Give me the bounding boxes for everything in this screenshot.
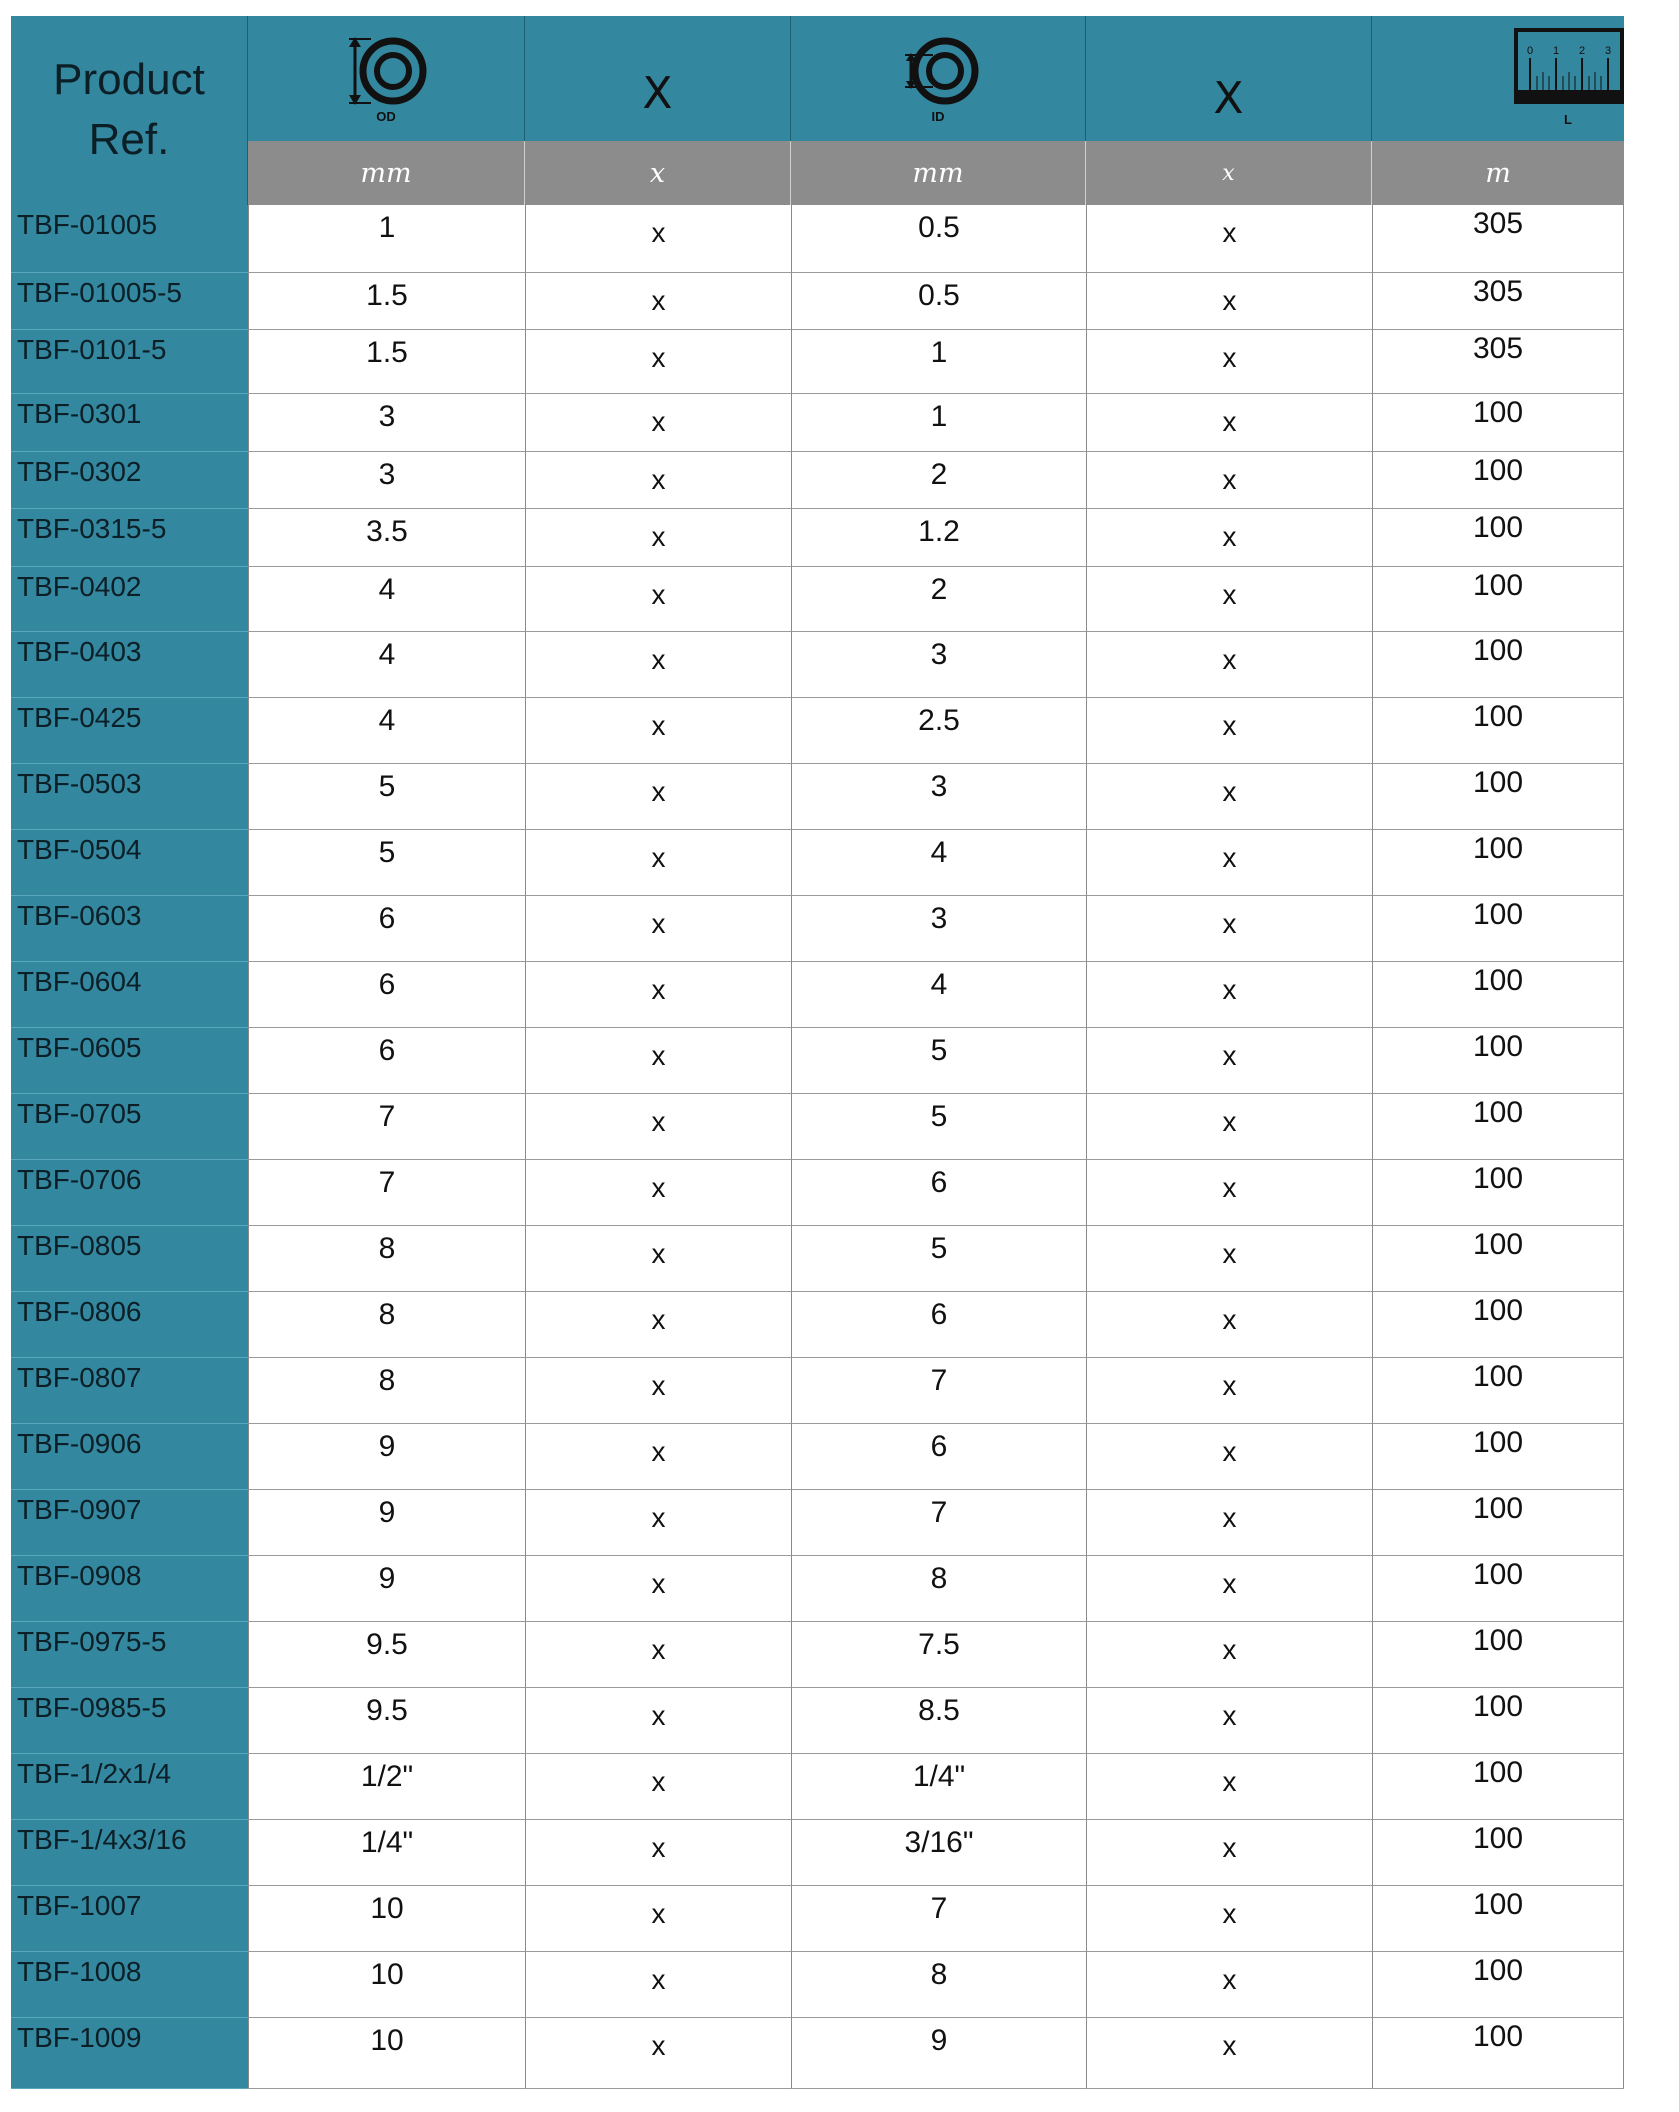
length-cell: 100	[1372, 830, 1624, 896]
od-cell: 8	[248, 1226, 525, 1292]
length-cell: 100	[1372, 1028, 1624, 1094]
times-symbol-2: X	[1213, 73, 1244, 124]
ruler-tick-1: 1	[1552, 45, 1560, 57]
times-symbol-1: X	[642, 68, 673, 119]
product-ref-cell: TBF-0907	[11, 1490, 248, 1556]
x1-cell: x	[525, 632, 791, 698]
od-cell: 4	[248, 567, 525, 632]
id-cell: 7.5	[791, 1622, 1086, 1688]
product-ref-cell: TBF-0503	[11, 764, 248, 830]
x2-cell: x	[1086, 1226, 1372, 1292]
od-cell: 9	[248, 1556, 525, 1622]
product-ref-cell: TBF-0101-5	[11, 330, 248, 394]
table-row	[11, 1556, 1624, 1622]
od-cell: 6	[248, 1028, 525, 1094]
od-cell: 10	[248, 1952, 525, 2018]
product-ref-cell: TBF-1/4x3/16	[11, 1820, 248, 1886]
x1-cell: x	[525, 330, 791, 394]
product-ref-header-line1: Product	[53, 55, 205, 104]
product-ref-cell: TBF-0806	[11, 1292, 248, 1358]
table-row	[11, 1688, 1624, 1754]
x1-cell: x	[525, 567, 791, 632]
times-unit-2: x	[1086, 141, 1372, 205]
id-cell: 0.5	[791, 273, 1086, 330]
od-cell: 1	[248, 205, 525, 273]
length-cell: 100	[1372, 764, 1624, 830]
table-row	[11, 1886, 1624, 1952]
product-ref-cell: TBF-0908	[11, 1556, 248, 1622]
x1-cell: x	[525, 1622, 791, 1688]
length-cell: 100	[1372, 1688, 1624, 1754]
id-cell: 5	[791, 1094, 1086, 1160]
x2-cell: x	[1086, 1424, 1372, 1490]
od-cell: 8	[248, 1358, 525, 1424]
product-ref-cell: TBF-0906	[11, 1424, 248, 1490]
od-cell: 8	[248, 1292, 525, 1358]
od-cell: 9.5	[248, 1688, 525, 1754]
od-cell: 1.5	[248, 273, 525, 330]
od-unit: mm	[248, 141, 525, 205]
x1-cell: x	[525, 896, 791, 962]
x1-cell: x	[525, 1556, 791, 1622]
x2-cell: x	[1086, 1820, 1372, 1886]
x1-cell: x	[525, 1292, 791, 1358]
times-header-1	[525, 16, 791, 141]
length-cell: 100	[1372, 452, 1624, 509]
od-cell: 5	[248, 830, 525, 896]
id-cell: 2.5	[791, 698, 1086, 764]
x2-cell: x	[1086, 1292, 1372, 1358]
length-unit: m	[1372, 141, 1624, 205]
x2-cell: x	[1086, 509, 1372, 567]
product-ref-cell: TBF-0425	[11, 698, 248, 764]
id-cell: 2	[791, 567, 1086, 632]
x2-cell: x	[1086, 330, 1372, 394]
product-ref-cell: TBF-0705	[11, 1094, 248, 1160]
length-cell: 100	[1372, 567, 1624, 632]
length-caption: L	[1564, 112, 1572, 127]
x1-cell: x	[525, 2018, 791, 2089]
product-ref-cell: TBF-0301	[11, 394, 248, 452]
length-cell: 100	[1372, 1886, 1624, 1952]
product-ref-cell: TBF-01005	[11, 205, 248, 273]
od-cell: 9.5	[248, 1622, 525, 1688]
od-cell: 7	[248, 1094, 525, 1160]
id-cell: 1	[791, 394, 1086, 452]
length-cell: 100	[1372, 1622, 1624, 1688]
id-cell: 5	[791, 1226, 1086, 1292]
table-row	[11, 394, 1624, 452]
od-cell: 4	[248, 632, 525, 698]
id-cell: 5	[791, 1028, 1086, 1094]
length-cell: 100	[1372, 509, 1624, 567]
od-cell: 1/2"	[248, 1754, 525, 1820]
length-cell: 305	[1372, 273, 1624, 330]
id-cell: 2	[791, 452, 1086, 509]
x1-cell: x	[525, 1358, 791, 1424]
product-ref-cell: TBF-0805	[11, 1226, 248, 1292]
od-cell: 9	[248, 1424, 525, 1490]
x2-cell: x	[1086, 1688, 1372, 1754]
table-row	[11, 1622, 1624, 1688]
ruler-tick-3: 3	[1604, 45, 1612, 57]
x2-cell: x	[1086, 1886, 1372, 1952]
x1-cell: x	[525, 1952, 791, 2018]
product-ref-cell: TBF-0807	[11, 1358, 248, 1424]
table-row	[11, 1094, 1624, 1160]
od-cell: 3.5	[248, 509, 525, 567]
table-row	[11, 830, 1624, 896]
length-cell: 305	[1372, 330, 1624, 394]
table-row	[11, 764, 1624, 830]
id-cell: 3	[791, 764, 1086, 830]
id-cell: 6	[791, 1292, 1086, 1358]
length-cell: 100	[1372, 1952, 1624, 2018]
od-cell: 4	[248, 698, 525, 764]
product-ref-header-line2: Ref.	[88, 115, 170, 164]
product-ref-cell: TBF-0975-5	[11, 1622, 248, 1688]
table-row	[11, 1028, 1624, 1094]
product-ref-cell: TBF-0315-5	[11, 509, 248, 567]
x1-cell: x	[525, 394, 791, 452]
x2-cell: x	[1086, 1358, 1372, 1424]
length-cell: 100	[1372, 1160, 1624, 1226]
length-cell: 100	[1372, 1820, 1624, 1886]
length-cell: 100	[1372, 1424, 1624, 1490]
x1-cell: x	[525, 1094, 791, 1160]
table-row	[11, 2018, 1624, 2089]
x2-cell: x	[1086, 1490, 1372, 1556]
product-ref-cell: TBF-0504	[11, 830, 248, 896]
product-ref-header	[11, 16, 248, 205]
id-cell: 8	[791, 1952, 1086, 2018]
x2-cell: x	[1086, 452, 1372, 509]
x2-cell: x	[1086, 962, 1372, 1028]
table-row	[11, 1358, 1624, 1424]
od-cell: 1/4"	[248, 1820, 525, 1886]
table-row	[11, 1952, 1624, 2018]
table-row	[11, 1820, 1624, 1886]
length-cell: 100	[1372, 1292, 1624, 1358]
x1-cell: x	[525, 509, 791, 567]
id-diameter-icon	[893, 33, 983, 111]
table-row	[11, 698, 1624, 764]
table-row	[11, 1754, 1624, 1820]
x1-cell: x	[525, 1226, 791, 1292]
table-row	[11, 330, 1624, 394]
id-cell: 1	[791, 330, 1086, 394]
id-cell: 4	[791, 830, 1086, 896]
id-header	[791, 16, 1086, 141]
length-cell: 100	[1372, 1556, 1624, 1622]
length-cell: 305	[1372, 205, 1624, 273]
x2-cell: x	[1086, 394, 1372, 452]
x2-cell: x	[1086, 1028, 1372, 1094]
length-cell: 100	[1372, 896, 1624, 962]
times-unit-1: x	[525, 141, 791, 205]
length-cell: 100	[1372, 632, 1624, 698]
table-row	[11, 205, 1624, 273]
id-unit: mm	[791, 141, 1086, 205]
od-header	[248, 16, 525, 141]
x1-cell: x	[525, 698, 791, 764]
length-cell: 100	[1372, 1094, 1624, 1160]
product-ref-cell: TBF-1007	[11, 1886, 248, 1952]
x1-cell: x	[525, 205, 791, 273]
tubing-spec-table	[11, 16, 1624, 2089]
id-cell: 7	[791, 1886, 1086, 1952]
x2-cell: x	[1086, 1556, 1372, 1622]
length-cell: 100	[1372, 1226, 1624, 1292]
x2-cell: x	[1086, 1094, 1372, 1160]
product-ref-cell: TBF-0985-5	[11, 1688, 248, 1754]
id-cell: 8	[791, 1556, 1086, 1622]
times-header-2	[1086, 16, 1372, 141]
x1-cell: x	[525, 1160, 791, 1226]
od-cell: 10	[248, 2018, 525, 2089]
x2-cell: x	[1086, 764, 1372, 830]
product-ref-cell: TBF-0706	[11, 1160, 248, 1226]
x1-cell: x	[525, 1886, 791, 1952]
x1-cell: x	[525, 830, 791, 896]
id-cell: 6	[791, 1424, 1086, 1490]
x1-cell: x	[525, 1028, 791, 1094]
table-row	[11, 567, 1624, 632]
od-diameter-icon	[341, 33, 431, 111]
product-ref-cell: TBF-0603	[11, 896, 248, 962]
id-caption: ID	[931, 109, 945, 124]
product-ref-cell: TBF-0403	[11, 632, 248, 698]
od-cell: 10	[248, 1886, 525, 1952]
id-cell: 3	[791, 896, 1086, 962]
table-row	[11, 452, 1624, 509]
x1-cell: x	[525, 1820, 791, 1886]
length-cell: 100	[1372, 1358, 1624, 1424]
ruler-tick-0: 0	[1526, 45, 1534, 57]
od-cell: 3	[248, 452, 525, 509]
id-cell: 0.5	[791, 205, 1086, 273]
product-ref-cell: TBF-0604	[11, 962, 248, 1028]
od-cell: 3	[248, 394, 525, 452]
x2-cell: x	[1086, 632, 1372, 698]
product-ref-cell: TBF-1/2x1/4	[11, 1754, 248, 1820]
od-cell: 6	[248, 896, 525, 962]
id-cell: 3	[791, 632, 1086, 698]
x1-cell: x	[525, 764, 791, 830]
product-ref-cell: TBF-0302	[11, 452, 248, 509]
length-cell: 100	[1372, 962, 1624, 1028]
x2-cell: x	[1086, 1160, 1372, 1226]
length-cell: 100	[1372, 2018, 1624, 2089]
x2-cell: x	[1086, 1622, 1372, 1688]
table-row	[11, 896, 1624, 962]
x1-cell: x	[525, 1688, 791, 1754]
table-row	[11, 1490, 1624, 1556]
x2-cell: x	[1086, 1952, 1372, 2018]
length-cell: 100	[1372, 1490, 1624, 1556]
table-row	[11, 962, 1624, 1028]
x1-cell: x	[525, 273, 791, 330]
id-cell: 7	[791, 1490, 1086, 1556]
od-cell: 7	[248, 1160, 525, 1226]
id-cell: 3/16"	[791, 1820, 1086, 1886]
table-row	[11, 1424, 1624, 1490]
od-cell: 5	[248, 764, 525, 830]
id-cell: 9	[791, 2018, 1086, 2089]
od-cell: 6	[248, 962, 525, 1028]
x2-cell: x	[1086, 205, 1372, 273]
length-header	[1372, 16, 1624, 141]
x1-cell: x	[525, 452, 791, 509]
x1-cell: x	[525, 1490, 791, 1556]
od-cell: 1.5	[248, 330, 525, 394]
x2-cell: x	[1086, 567, 1372, 632]
table-row	[11, 1160, 1624, 1226]
table-row	[11, 273, 1624, 330]
od-caption: OD	[376, 109, 396, 124]
product-ref-cell: TBF-1008	[11, 1952, 248, 2018]
product-ref-cell: TBF-1009	[11, 2018, 248, 2089]
table-row	[11, 509, 1624, 567]
x2-cell: x	[1086, 1754, 1372, 1820]
id-cell: 4	[791, 962, 1086, 1028]
x2-cell: x	[1086, 896, 1372, 962]
id-cell: 8.5	[791, 1688, 1086, 1754]
table-row	[11, 1292, 1624, 1358]
id-cell: 6	[791, 1160, 1086, 1226]
length-cell: 100	[1372, 1754, 1624, 1820]
table-row	[11, 1226, 1624, 1292]
id-cell: 1/4"	[791, 1754, 1086, 1820]
length-cell: 100	[1372, 698, 1624, 764]
x1-cell: x	[525, 1424, 791, 1490]
x1-cell: x	[525, 962, 791, 1028]
product-ref-cell: TBF-0605	[11, 1028, 248, 1094]
x2-cell: x	[1086, 2018, 1372, 2089]
x2-cell: x	[1086, 273, 1372, 330]
od-cell: 9	[248, 1490, 525, 1556]
ruler-tick-2: 2	[1578, 45, 1586, 57]
x2-cell: x	[1086, 830, 1372, 896]
product-ref-cell: TBF-01005-5	[11, 273, 248, 330]
length-cell: 100	[1372, 394, 1624, 452]
x2-cell: x	[1086, 698, 1372, 764]
table-row	[11, 632, 1624, 698]
id-cell: 7	[791, 1358, 1086, 1424]
id-cell: 1.2	[791, 509, 1086, 567]
product-ref-cell: TBF-0402	[11, 567, 248, 632]
x1-cell: x	[525, 1754, 791, 1820]
